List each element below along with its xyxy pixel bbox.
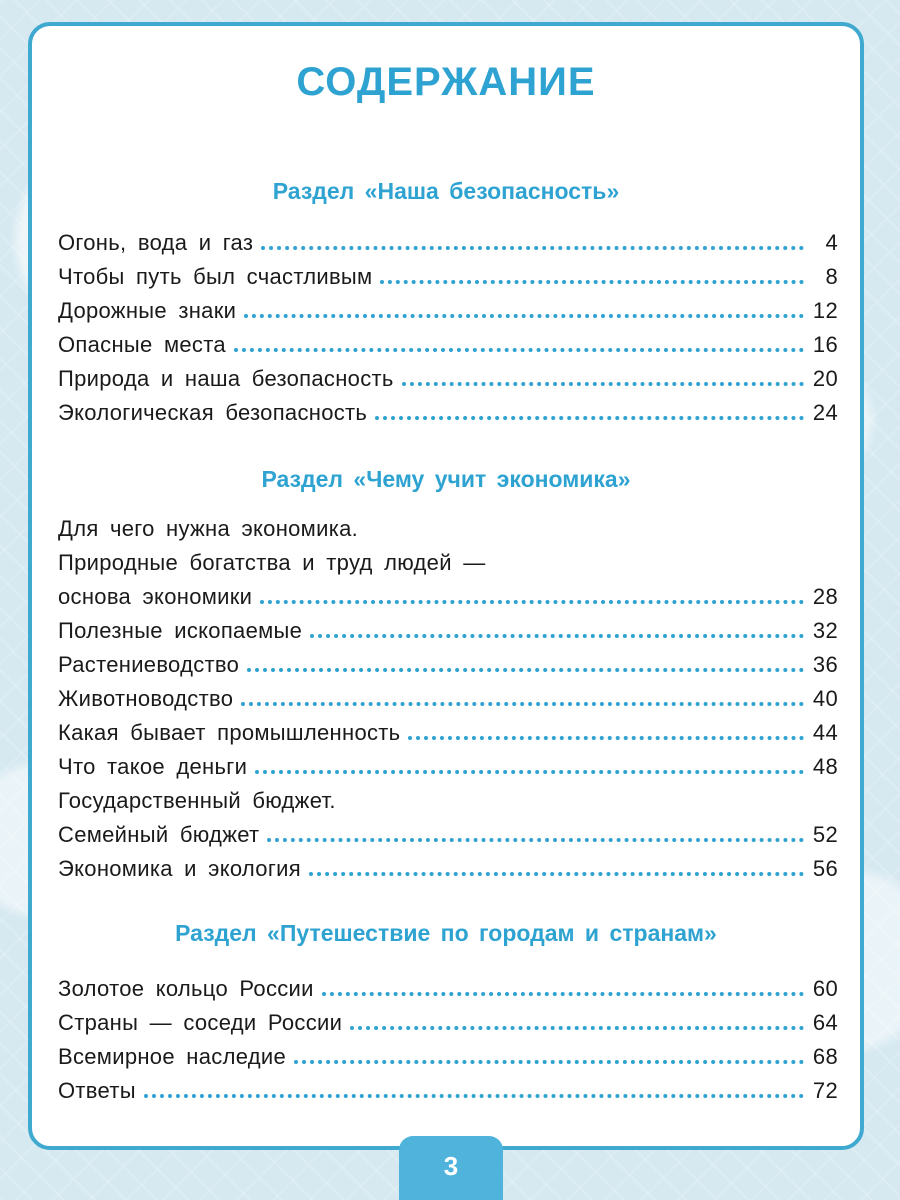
toc-entry[interactable] — [58, 290, 838, 324]
toc-entry-page: 40 — [812, 686, 838, 711]
toc-entry[interactable] — [58, 848, 838, 882]
toc-entry-page: 36 — [812, 652, 838, 677]
toc-entry-label: Государственный бюджет. — [58, 788, 336, 813]
dot-leader — [380, 280, 804, 284]
toc-entry[interactable] — [58, 780, 838, 814]
toc-entry-label: Дорожные знаки — [58, 298, 237, 323]
toc-entry-label: Семейный бюджет — [58, 822, 260, 847]
dot-leader — [267, 838, 804, 842]
dot-leader — [294, 1060, 804, 1064]
section-heading-travel: Раздел «Путешествие по городам и странам» — [175, 920, 717, 946]
toc-entry-label: Огонь, вода и газ — [58, 230, 254, 255]
page-number-tab — [399, 1136, 503, 1200]
toc-entry-page: 20 — [812, 366, 838, 391]
toc-entry[interactable] — [58, 968, 838, 1002]
toc-entry[interactable] — [58, 644, 838, 678]
toc-entry[interactable] — [58, 712, 838, 746]
toc-entry-label: Полезные ископаемые — [58, 618, 303, 643]
dot-leader — [234, 348, 804, 352]
dot-leader — [402, 382, 804, 386]
toc-entry-page: 4 — [825, 230, 838, 255]
toc-entry[interactable] — [58, 746, 838, 780]
toc-entry[interactable] — [58, 678, 838, 712]
toc-entry-page: 64 — [812, 1010, 838, 1035]
dot-leader — [241, 702, 804, 706]
toc-entry-page: 72 — [812, 1078, 838, 1103]
toc-entry-page: 56 — [812, 856, 838, 881]
toc-entry-label: Для чего нужна экономика. — [58, 516, 359, 541]
toc-entry[interactable] — [58, 576, 838, 610]
dot-leader — [144, 1094, 804, 1098]
toc-entry-label: Страны — соседи России — [58, 1010, 343, 1035]
toc-entry[interactable] — [58, 256, 838, 290]
section-heading-safety: Раздел «Наша безопасность» — [272, 178, 620, 204]
toc-entry-label: Природные богатства и труд людей — — [58, 550, 486, 575]
section-heading-economics: Раздел «Чему учит экономика» — [261, 466, 631, 492]
page-title: СОДЕРЖАНИЕ — [296, 60, 596, 104]
dot-leader — [322, 992, 804, 996]
toc-entry[interactable] — [58, 814, 838, 848]
toc-entry-page: 60 — [812, 976, 838, 1001]
toc-entry-label: Всемирное наследие — [58, 1044, 287, 1069]
toc-entry-label: Животноводство — [58, 686, 234, 711]
toc-entry-label: Растениеводство — [58, 652, 240, 677]
toc-entry-label: Опасные места — [58, 332, 226, 357]
toc-entry-label: Ответы — [58, 1078, 136, 1103]
dot-leader — [309, 872, 804, 876]
toc-entry-label: Чтобы путь был счастливым — [58, 264, 373, 289]
toc-entry-label: Какая бывает промышленность — [58, 720, 401, 745]
toc-entry-label: основа экономики — [58, 584, 253, 609]
toc-entry-page: 12 — [812, 298, 838, 323]
toc-entry[interactable] — [58, 1002, 838, 1036]
toc-entry[interactable] — [58, 1070, 838, 1104]
dot-leader — [244, 314, 804, 318]
toc-entry[interactable] — [58, 324, 838, 358]
toc-entry-label: Золотое кольцо России — [58, 976, 314, 1001]
toc-entry[interactable] — [58, 508, 838, 542]
dot-leader — [310, 634, 804, 638]
toc-entry-label: Природа и наша безопасность — [58, 366, 394, 391]
toc-entry[interactable] — [58, 392, 838, 426]
toc-entry-label: Что такое деньги — [58, 754, 248, 779]
toc-entry[interactable] — [58, 358, 838, 392]
toc-entry-label: Экономика и экология — [58, 856, 301, 881]
contents-panel — [28, 22, 864, 1150]
dot-leader — [408, 736, 804, 740]
toc-entry[interactable] — [58, 610, 838, 644]
dot-leader — [247, 668, 804, 672]
page-number: 3 — [443, 1151, 459, 1181]
dot-leader — [260, 600, 804, 604]
toc-entry-page: 52 — [812, 822, 838, 847]
dot-leader — [261, 246, 804, 250]
toc-entry-page: 16 — [812, 332, 838, 357]
toc-entry-page: 28 — [812, 584, 838, 609]
toc-entry-page: 24 — [812, 400, 838, 425]
toc-entry[interactable] — [58, 1036, 838, 1070]
toc-entry-label: Экологическая безопасность — [58, 400, 368, 425]
dot-leader — [255, 770, 804, 774]
toc-entry-page: 48 — [812, 754, 838, 779]
dot-leader — [375, 416, 804, 420]
dot-leader — [350, 1026, 804, 1030]
toc-entry-page: 68 — [812, 1044, 838, 1069]
toc-entry-page: 32 — [812, 618, 838, 643]
toc-entry-page: 44 — [812, 720, 838, 745]
toc-entry-page: 8 — [825, 264, 838, 289]
toc-entry[interactable] — [58, 542, 838, 576]
toc-entry[interactable] — [58, 222, 838, 256]
